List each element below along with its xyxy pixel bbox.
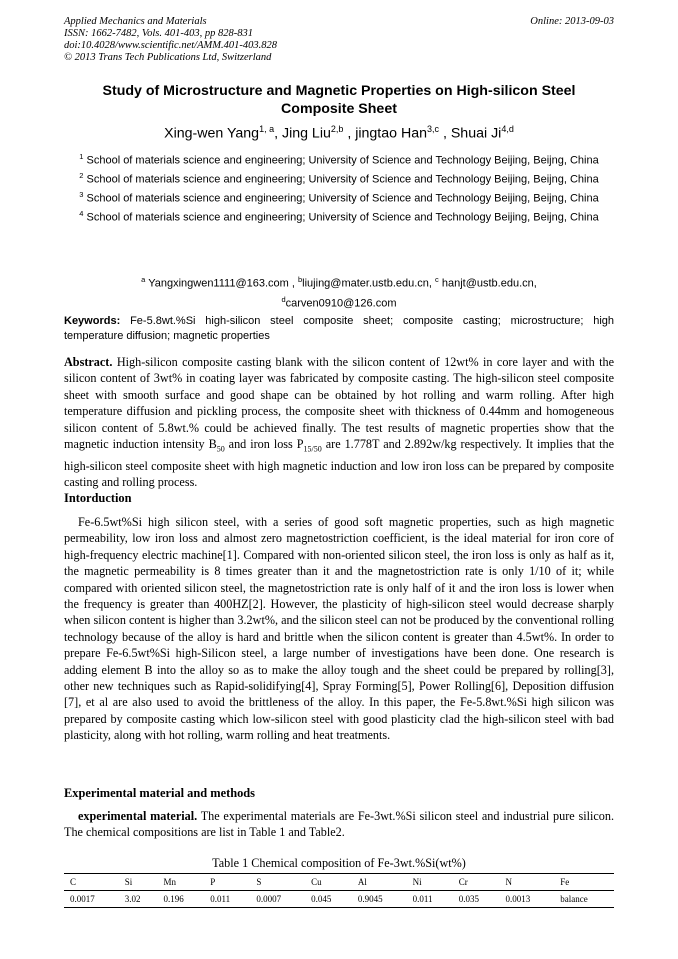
keywords-text: Fe-5.8wt.%Si high-silicon steel composite sheet; composite casting; microstructure; high temperature diffusion; magnetic properties: [64, 315, 614, 342]
author-superscript: 1, a: [259, 124, 275, 134]
email-address[interactable]: Yangxingwen1111@163.com: [148, 277, 289, 290]
author-name: Jing Liu: [281, 125, 331, 142]
email-superscript: b: [298, 275, 303, 284]
column-header: Cu: [311, 877, 322, 887]
email-superscript: a: [141, 275, 146, 284]
affiliation: [64, 169, 614, 187]
introduction-paragraph: Fe-6.5wt%Si high silicon steel, with a series of good soft magnetic properties, such as high magnetic permeability, low iron loss and almost zero magnetostriction coefficient, is the ideal material for iron core of high-frequency electric machine[1]. Compared with non-oriented silicon steel, the iron loss is only as half as it, the magnetic permeability is 8 times greater than it and the magnetostriction rate is only 1/10 of it; while compared with oriented silicon steel, the magnetostriction rate is only half of it and the iron loss is lower when the frequency is greater than 400HZ[2]. However, the plasticity of high-silicon steel would decrease sharply when silicon content is higher than 3.2wt%, and the silicon steel can not be produced by the conventional rolling technology because of the alloy is hard and brittle when the silicon content is greater than 4.5wt%. In order to prepare Fe-6.5wt%Si high-Silicon steel, a large number of investigations have been done. One research is adding element B into the alloy so as to make the alloy tough and the sheet could be prepared by rolling[3], other new techniques such as Rapid-solidifying[4], Spray Forming[5], Power Rolling[6], Deposition diffusion [7], et al are also used to avoid the brittleness of the alloy. In this paper, the Fe-5.8wt.%Si high silicon was prepared by composite casting which low-silicon steel with good plasticity clad the high-silicon steel with bad plasticity, along with hot rolling, warm rolling and heat treatments.: [64, 515, 614, 743]
column-header: Mn: [163, 877, 176, 887]
table-cell: 0.0007: [256, 894, 282, 904]
table-cell: 0.011: [412, 894, 433, 904]
author-superscript: 4,d: [501, 124, 514, 134]
column-header: P: [210, 877, 216, 887]
affiliation-number: 1: [79, 152, 84, 161]
table-row: [64, 891, 614, 908]
table-cell: 3.02: [124, 894, 141, 904]
journal-header: [64, 16, 277, 64]
composition-table: [64, 873, 614, 908]
abstract: [64, 354, 614, 491]
online-date: Online: 2013-09-03: [530, 16, 614, 27]
table-cell: 0.011: [210, 894, 231, 904]
column-header: Ni: [412, 877, 422, 887]
affiliation-text: School of materials science and engineering; University of Science and Technology Beijing, Beijng, China: [86, 173, 599, 186]
table-header-row: [64, 874, 614, 891]
author-list: [64, 124, 614, 142]
affiliation-number: 2: [79, 170, 84, 180]
doi-line: doi:10.4028/www.scientific.net/AMM.401-403.828: [64, 40, 277, 51]
author-separator: ,: [343, 125, 356, 142]
abstract-text: are 1.778T and 2.892w/kg respectively. It implies that the high-silicon steel composite sheet with high magnetic induction and low iron loss can be prepared by composite casting and rolling process.: [64, 437, 614, 490]
table-cell: 0.196: [163, 894, 184, 904]
abstract-text: High-silicon composite casting blank with the silicon content of 12wt% in core layer and with the silicon content of 3wt% in coating layer was fabricated by composite casting. The high-silicon steel composite sheet with smooth surface and good shape can be obtained by hot rolling and warm rolling. After high temperature diffusion and pickling process, the composite sheet with thickness of 0.44mm and homogeneous silicon content of 5.8wt.% could be achieved finally. The test results of magnetic properties show that the magnetic induction intensity B: [64, 355, 614, 452]
author-superscript: 3,c: [427, 124, 440, 134]
copyright-line: © 2013 Trans Tech Publications Ltd, Switzerland: [64, 52, 272, 63]
journal-name: Applied Mechanics and Materials: [64, 16, 207, 27]
paper-title: Study of Microstructure and Magnetic Properties on High-silicon Steel Composite Sheet: [102, 83, 576, 117]
author-separator: ,: [439, 125, 451, 142]
table-cell: 0.035: [458, 894, 480, 904]
affiliation-list: [64, 150, 614, 225]
column-header: S: [256, 877, 262, 887]
author-name: Shuai Ji: [450, 125, 502, 142]
issn-line: ISSN: 1662-7482, Vols. 401-403, pp 828-831: [64, 28, 253, 39]
author-superscript: 2,b: [330, 124, 344, 134]
abstract-text: and iron loss P: [224, 437, 304, 452]
column-header: C: [70, 877, 77, 887]
email-address[interactable]: hanjt@ustb.edu.cn,: [441, 277, 537, 290]
experimental-text: The experimental materials are Fe-3wt.%Si silicon steel and industrial pure silicon. The chemical compositions are list in Table 1 and Table2.: [64, 809, 614, 840]
section-heading-experimental: Experimental material and methods: [64, 786, 256, 800]
affiliation-text: School of materials science and engineering; University of Science and Technology Beijing, Beijng, China: [86, 192, 599, 205]
table-cell: balance: [560, 894, 588, 904]
affiliation-text: School of materials science and engineering; University of Science and Technology Beijing, Beijng, China: [86, 154, 599, 167]
author-name: Xing-wen Yang: [164, 125, 260, 142]
email-separator: ,: [428, 277, 436, 290]
email-superscript: c: [435, 275, 439, 284]
table-cell: 0.045: [311, 894, 332, 904]
email-superscript: d: [281, 294, 286, 304]
experimental-paragraph: [64, 808, 614, 841]
email-separator: ,: [288, 277, 298, 290]
column-header: N: [505, 877, 512, 887]
subsection-label: experimental material.: [78, 809, 198, 823]
affiliation-number: 4: [79, 208, 84, 218]
affiliation-number: 3: [79, 189, 84, 199]
affiliation: [64, 188, 614, 206]
keywords-label: Keywords:: [64, 315, 121, 327]
author-name: jingtao Han: [355, 125, 427, 142]
table-cell: 0.9045: [357, 894, 383, 904]
section-heading-introduction: Intorduction: [64, 491, 132, 505]
author-separator: ,: [274, 125, 282, 142]
column-header: Cr: [458, 877, 468, 887]
email-list: [64, 272, 614, 311]
keywords: [64, 314, 614, 344]
subscript: 15/50: [303, 444, 322, 454]
column-header: Al: [357, 877, 367, 887]
email-address[interactable]: carven0910@126.com: [285, 297, 397, 310]
table-caption: Table 1 Chemical composition of Fe-3wt.%Si(wt%): [212, 856, 466, 870]
table-cell: 0.0017: [70, 894, 95, 904]
abstract-label: Abstract.: [64, 355, 113, 369]
affiliation-text: School of materials science and engineering; University of Science and Technology Beijing, Beijng, China: [86, 211, 599, 224]
affiliation: [64, 207, 614, 225]
column-header: Fe: [560, 877, 570, 887]
table-cell: 0.0013: [505, 894, 531, 904]
subscript: 50: [216, 444, 225, 454]
email-address[interactable]: liujing@mater.ustb.edu.cn: [302, 277, 429, 290]
column-header: Si: [124, 877, 133, 887]
affiliation: [64, 150, 614, 168]
